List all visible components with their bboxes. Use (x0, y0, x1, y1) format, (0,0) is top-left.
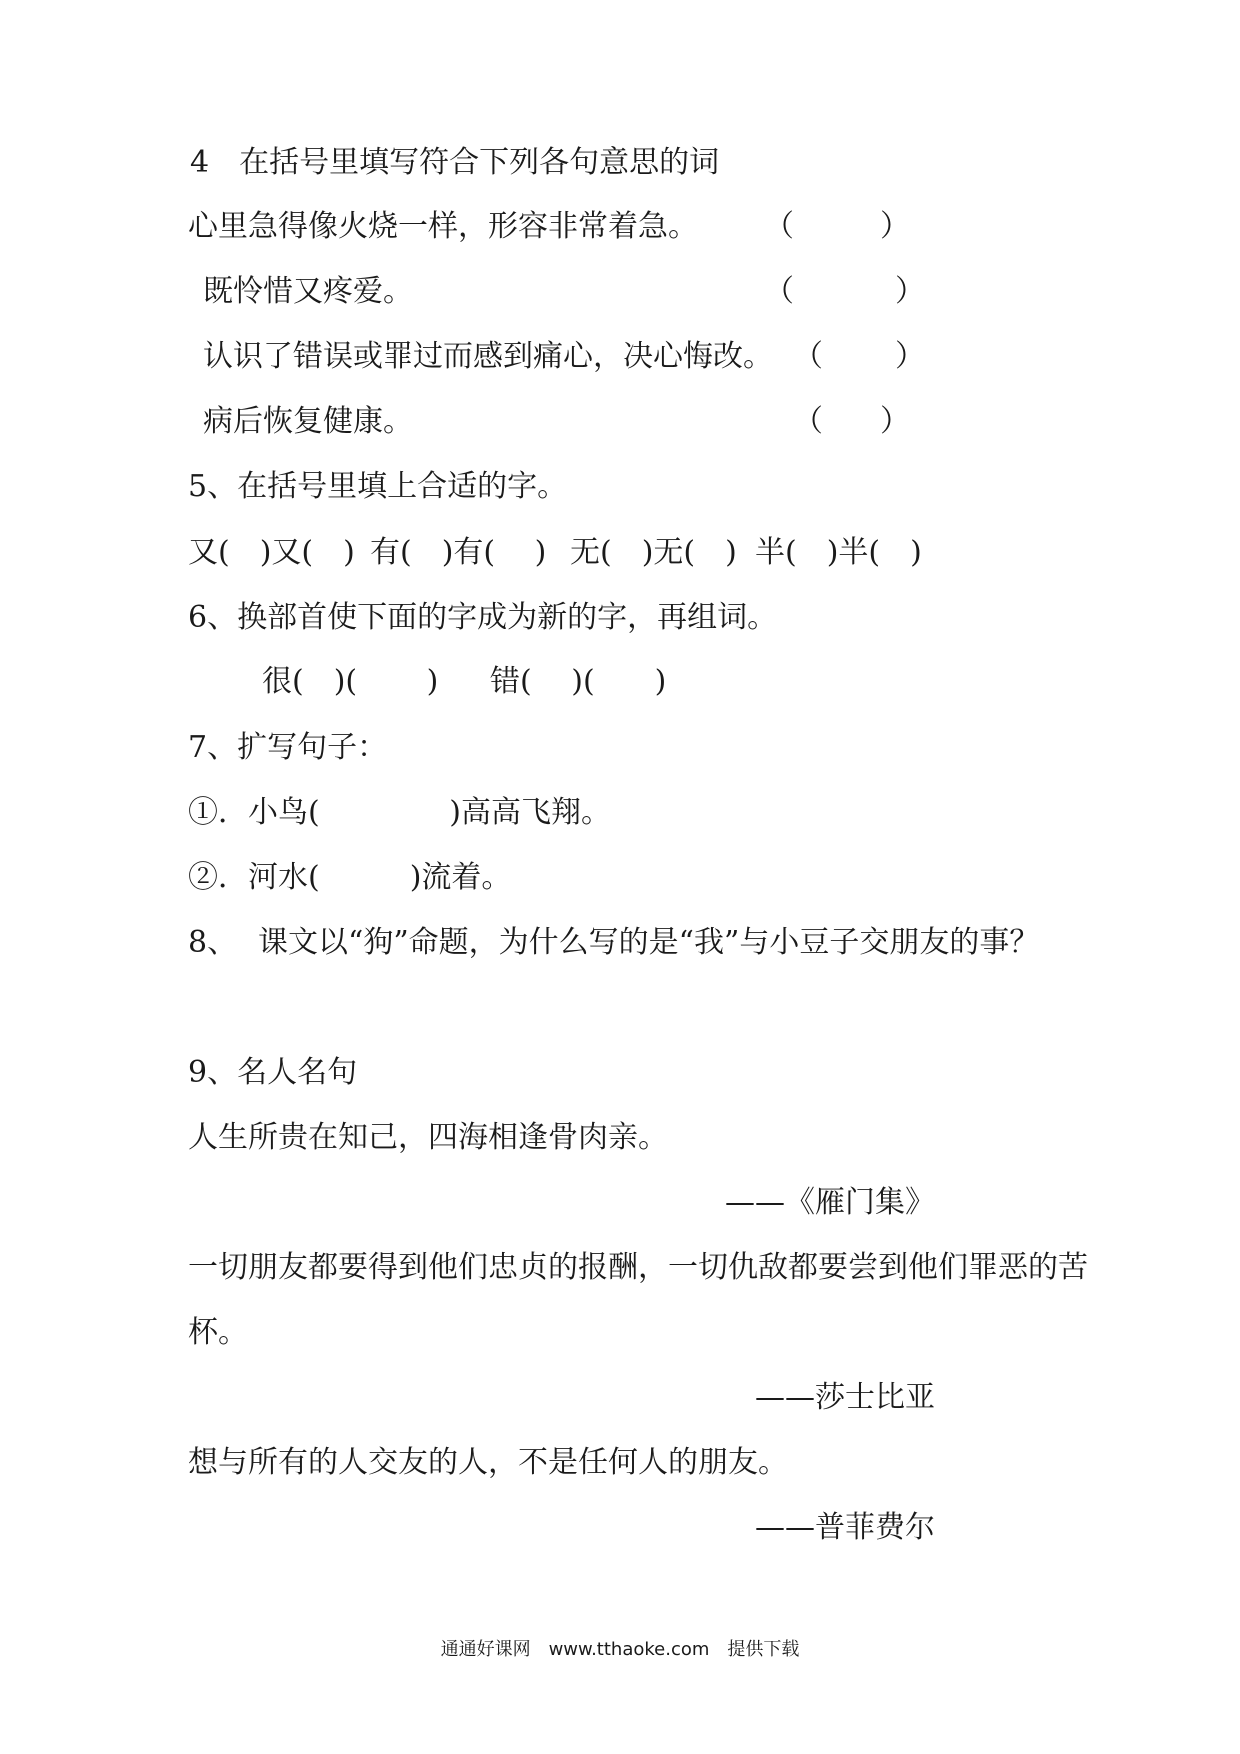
q8-text: 课文以“狗”命题，为什么写的是“我”与小豆子交朋友的事？ (258, 925, 1040, 960)
q4-item-2-close: ） (895, 274, 925, 309)
q4-title: 4 在括号里填写符合下列各句意思的词 (190, 145, 720, 180)
q6-group-2: 错( )( ) (490, 664, 667, 699)
q9-title: 9、名人名句 (188, 1055, 358, 1090)
q9-quote-3: 想与所有的人交友的人，不是任何人的朋友。 (188, 1445, 788, 1480)
q4-item-1-close: ） (880, 209, 910, 244)
q4-item-4-open: （ (793, 404, 823, 439)
q4-item-4-close: ） (880, 404, 910, 439)
q4-item-1-text: 心里急得像火烧一样，形容非常着急。 (188, 209, 698, 244)
q4-item-3-text: 认识了错误或罪过而感到痛心，决心悔改。 (203, 339, 773, 374)
q9-quote-2-line-1: 一切朋友都要得到他们忠贞的报酬，一切仇敌都要尝到他们罪恶的苦 (188, 1250, 1088, 1285)
q9-quote-1-source: ——《雁门集》 (725, 1185, 935, 1220)
q7-item-1: ①．小鸟( )高高飞翔。 (188, 795, 611, 830)
q5-group-4: 半( )半( ) (755, 535, 922, 570)
footer-credit: 通通好课网 www.tthaoke.com 提供下载 (440, 1639, 800, 1660)
q9-quote-3-source: ——普菲费尔 (755, 1510, 935, 1545)
q4-item-1-open: （ (764, 209, 794, 244)
q4-item-3-close: ） (895, 339, 925, 374)
q4-item-2-open: （ (764, 274, 794, 309)
q4-item-4-text: 病后恢复健康。 (203, 404, 413, 439)
q9-quote-2-source: ——莎士比亚 (755, 1380, 935, 1415)
q7-title: 7、扩写句子： (188, 730, 388, 765)
q6-group-1: 很( )( ) (262, 664, 439, 699)
q5-title: 5、在括号里填上合适的字。 (188, 469, 568, 504)
q5-group-3: 无( )无( ) (570, 535, 737, 570)
q9-quote-1: 人生所贵在知己，四海相逢骨肉亲。 (188, 1120, 668, 1155)
q7-item-2: ②．河水( )流着。 (188, 860, 512, 895)
q8-number: 8、 (188, 925, 238, 960)
q4-item-2-text: 既怜惜又疼爱。 (203, 274, 413, 309)
q5-group-2: 有( )有( ) (370, 535, 547, 570)
q9-quote-2-line-2: 杯。 (188, 1315, 248, 1350)
q4-item-3-open: （ (793, 339, 823, 374)
q6-title: 6、换部首使下面的字成为新的字，再组词。 (188, 600, 778, 635)
q5-group-1: 又( )又( ) (188, 535, 355, 570)
